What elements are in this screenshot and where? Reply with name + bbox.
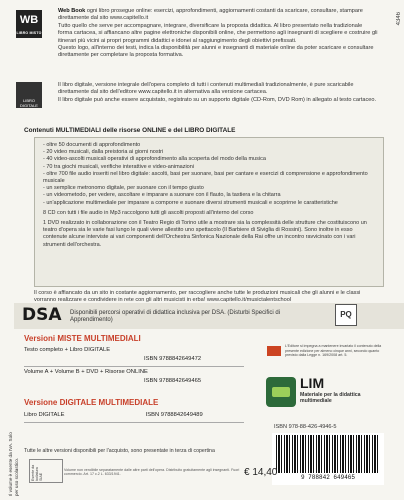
barcode	[272, 433, 384, 485]
stamp: Esente da bollatura SIAE	[29, 459, 63, 483]
dsa-logo: DSA	[22, 305, 62, 325]
cd-text: 8 CD con tutti i file audio in Mp3 raccolgono tutti gli ascolti proposti all'interno del corso	[43, 209, 254, 216]
list-item: - 40 video-ascolti musicali operativi di approfondimento alla scoperta del modo della musica	[43, 156, 377, 163]
webbook-text: ogni libro prosegue online: esercizi, approfondimenti, aggiornamenti costanti da scaricare, consultare, stampare direttamente dal sito www.capitello.it	[58, 8, 363, 22]
list-item: - un'applicazione multimediale per imparare a comporre e suonare diversi strumenti musicali e scoprirne le caratteristiche	[43, 200, 377, 207]
list-item: - 70 tra giochi musicali, verifiche interattive e video-animazioni	[43, 164, 377, 171]
version-line: Volume A + Volume B + DVD + Risorse ONLINE	[24, 369, 148, 375]
webbook-logo: WB LIBRO MISTO	[16, 10, 42, 38]
rotated-note: Il volume è esente da IVA. Solo per uso scolastico.	[8, 432, 19, 496]
dsa-text: Disponibili percorsi operativi di didattica inclusiva per DSA. (Disturbi Specifici di Apprendimento)	[70, 310, 281, 324]
features-extra	[35, 207, 383, 249]
list-item: - oltre 700 file audio inseriti nel libro digitale: ascolti, basi per suonare, basi per cantare e esercizi di comprensione e approfondimento musicale	[43, 171, 377, 185]
list-item: - 20 video musicali, dalla preistoria ai giorni nostri	[43, 149, 377, 156]
version-isbn: ISBN 9788842649472	[144, 356, 202, 362]
webbook-lead: Web Book	[58, 8, 86, 14]
divider	[24, 422, 244, 423]
corso-text: Il corso è affiancato da un sito in costante aggiornamento, per raccogliere anche tutte le produzioni musicali che gli alunni e le classi vorranno realizzare e condividere in rete con gli altri musicisti in erba! www.capitello.it/musictalentschool	[34, 290, 361, 304]
lim-title: LIM	[300, 375, 325, 391]
list-item: - oltre 50 documenti di approfondimento	[43, 142, 377, 149]
webbook-text-2: Tutto quello che serve per accompagnare, integrare, diversificare la proposta didattica. Al libro presentato nella tradizionale forma cartacea, si affiancano altre pagine elettroniche disponibili online, che permettono agli insegnanti di scegliere e costruire gli itinerari più vicini ai propri programmi didattici e idonei al raggiungimento degli obiettivi prefissati.	[58, 22, 378, 44]
dvd-text: 1 DVD realizzato in collaborazione con il Teatro Regio di Torino utile a mostrare sia la complessità delle strutture che costituiscono un teatro d'opera sia le varie fasi lungo le quali viene allestito uno spettacolo (Il Barbiere di Siviglia di Rossini). Sono inoltre in esso contenute alcune interviste ai vari componenti dell'Orchestra Sinfonica Nazionale della Rai offre un incontro ravvicinato con i vari strumenti dell'orchestra.	[43, 220, 367, 248]
editor-note: L'Editore si impegna a mantenere invariato il contenuto della presente edizione per almeno cinque anni, secondo quanto previsto dalla Legge n. 169/2008 art. 5.	[285, 344, 382, 358]
versione-digitale-title: Versione DIGITALE MULTIMEDIALE	[24, 398, 159, 407]
barcode-bars	[276, 435, 380, 473]
list-item: - un videometodo, per vedere, ascoltare e imparare a suonare con il flauto, la tastiera e la chitarra	[43, 192, 377, 199]
barcode-number: 9 788842 649465	[300, 474, 355, 481]
webbook-description	[58, 8, 378, 60]
list-item: - un semplice metronomo digitale, per suonare con il tempo giusto	[43, 185, 377, 192]
pq-logo: PQ	[335, 304, 357, 326]
features-list	[35, 138, 383, 207]
price: € 14,40	[244, 467, 278, 478]
editor-logo-icon	[267, 346, 281, 356]
libro-digitale-description: Il libro digitale, versione integrale dell'opera completo di tutti i contenuti multimediali tradizionalmente, è pure scaricabile direttamente dal sito dell'editore www.capitello.it in alternativa alla versione cartacea. Il libro digitale può anche essere acquistato, registrato su un supporto digitale (CD-Rom, DVD Rom) in allegato al testo cartaceo.	[58, 82, 377, 103]
features-box	[34, 137, 384, 287]
usb-icon	[266, 377, 296, 407]
side-code: 4346	[396, 12, 402, 26]
contenuti-title: Contenuti MULTIMEDIALI delle risorse ONLINE e del LIBRO DIGITALE	[24, 127, 236, 134]
lim-badge	[266, 375, 384, 413]
fineprint: Volume non vendibile separatamente dalle altre parti dell'opera. Distribuito gratuitamente agli insegnanti. Fuori commercio. Art. 17 c.2 L. 633/1941.	[64, 468, 240, 477]
version-isbn: ISBN 9788842649465	[144, 378, 202, 384]
altri-versioni-text: Tutte le altre versioni disponibili per l'acquisto, sono presentate in terza di copertina	[24, 448, 215, 454]
version-line: Testo completo + Libro DIGITALE	[24, 347, 111, 353]
version-line: Libro DIGITALE ISBN 9788842649489	[24, 412, 203, 418]
lim-subtitle: Materiale per la didattica multimediale	[300, 392, 361, 405]
isbn-label: ISBN 978-88-426-4946-5	[274, 424, 337, 430]
libro-digitale-logo: LIBRO DIGITALE	[16, 82, 42, 108]
webbook-text-3: Questo logo, all'interno dei testi, indica la disponibilità per alunni e insegnanti di materiale online da poter scaricare e consultare direttamente per completare la proposta formativa.	[58, 45, 374, 59]
versione-miste-title: Versioni MISTE MULTIMEDIALI	[24, 334, 141, 343]
divider	[24, 366, 244, 367]
